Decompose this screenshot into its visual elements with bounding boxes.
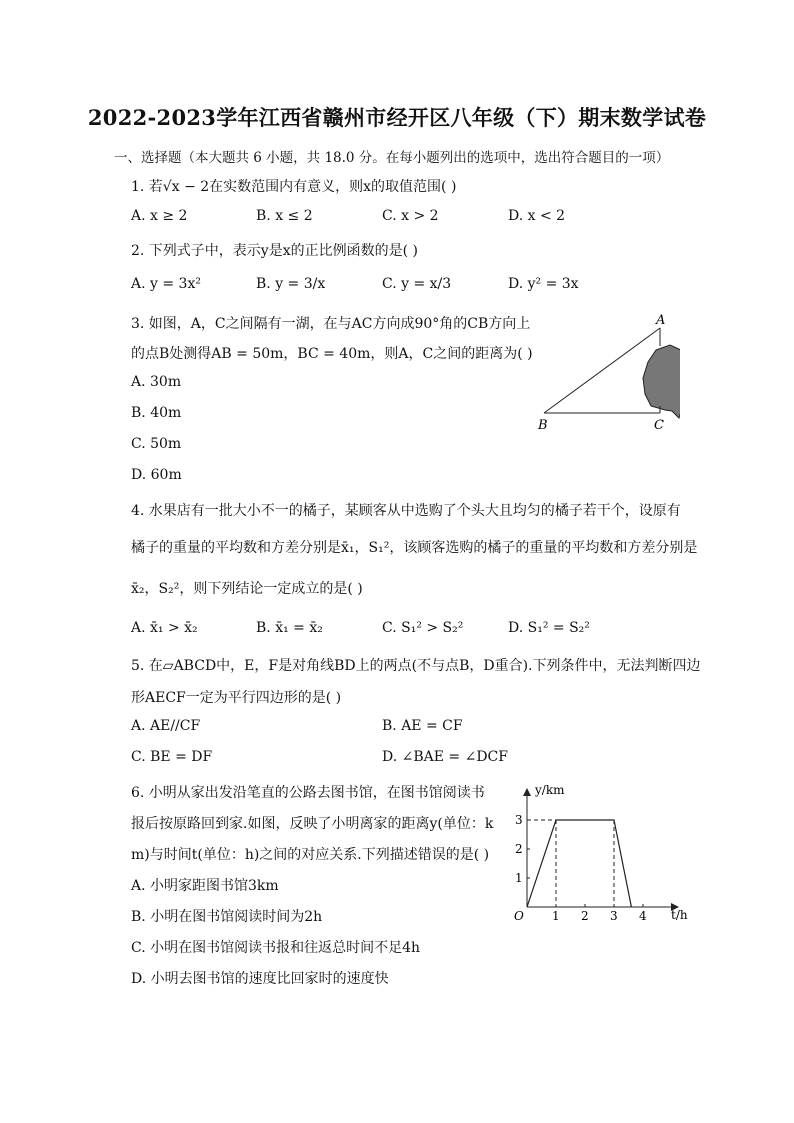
x-axis-label: t/h [671, 908, 688, 922]
question-6-stem-line2: 报后按原路回到家.如图，反映了小明离家的距离y(单位：k [131, 816, 494, 832]
x-tick-label-3: 3 [610, 909, 618, 923]
distance-series-line [527, 820, 631, 907]
question-5-stem-line2: 形AECF一定为平行四边形的是( ) [131, 690, 342, 706]
q2-option-d[interactable]: D. y² = 3x [508, 276, 579, 292]
section-heading: 一、选择题（本大题共 6 小题，共 18.0 分。在每小题列出的选项中，选出符合题目的一项） [114, 150, 670, 166]
question-3-stem-line2: 的点B处测得AB = 50m，BC = 40m，则A，C之间的距离为( ) [131, 346, 533, 362]
page-title: 2022-2023学年江西省赣州市经开区八年级（下）期末数学试卷 [87, 105, 707, 130]
q1-option-c[interactable]: C. x > 2 [382, 208, 439, 224]
q6-option-b[interactable]: B. 小明在图书馆阅读时间为2h [131, 909, 323, 925]
q5-option-d[interactable]: D. ∠BAE = ∠DCF [382, 749, 508, 765]
question-4-stem-line3: x̄₂，S₂²，则下列结论一定成立的是( ) [131, 581, 363, 597]
q4-option-a[interactable]: A. x̄₁ > x̄₂ [131, 620, 198, 636]
lake-triangle-figure [530, 310, 680, 435]
label-b: B [538, 418, 548, 433]
segment-ab [544, 328, 660, 413]
q1-option-a[interactable]: A. x ≥ 2 [131, 208, 188, 224]
origin-label: O [514, 909, 524, 923]
q1-option-d[interactable]: D. x < 2 [508, 208, 566, 224]
question-4-stem-line1: 4. 水果店有一批大小不一的橘子，某顾客从中选购了个头大且均匀的橘子若干个，设原有 [131, 503, 681, 519]
question-3-stem-line1: 3. 如图，A，C之间隔有一湖，在与AC方向成90°角的CB方向上 [131, 316, 531, 332]
q4-option-b[interactable]: B. x̄₁ = x̄₂ [256, 620, 323, 636]
q4-option-d[interactable]: D. S₁² = S₂² [508, 620, 590, 636]
x-tick-label-4: 4 [639, 909, 647, 923]
q6-option-c[interactable]: C. 小明在图书馆阅读书报和往返总时间不足4h [131, 940, 421, 956]
lake-shape [643, 345, 680, 418]
q3-option-a[interactable]: A. 30m [131, 374, 182, 390]
q2-option-b[interactable]: B. y = 3/x [256, 276, 326, 292]
question-5-stem-line1: 5. 在▱ABCD中，E，F是对角线BD上的两点(不与点B，D重合).下列条件中，无法判断四边 [131, 658, 701, 674]
q3-option-c[interactable]: C. 50m [131, 436, 182, 452]
q4-option-c[interactable]: C. S₁² > S₂² [382, 620, 464, 636]
x-tick-label-2: 2 [581, 909, 589, 923]
q5-option-c[interactable]: C. BE = DF [131, 749, 213, 765]
question-6-stem-line1: 6. 小明从家出发沿笔直的公路去图书馆，在图书馆阅读书 [131, 785, 485, 801]
q2-option-c[interactable]: C. y = x/3 [382, 276, 452, 292]
q2-option-a[interactable]: A. y = 3x² [131, 276, 201, 292]
q5-option-b[interactable]: B. AE = CF [382, 718, 463, 734]
label-c: C [654, 418, 664, 433]
q1-option-b[interactable]: B. x ≤ 2 [256, 208, 313, 224]
distance-time-graph [505, 778, 695, 928]
q6-option-d[interactable]: D. 小明去图书馆的速度比回家时的速度快 [131, 971, 389, 987]
y-axis-label: y/km [535, 783, 565, 797]
question-1-stem: 1. 若√x − 2在实数范围内有意义，则x的取值范围( ) [131, 179, 457, 195]
label-a: A [656, 313, 666, 328]
y-tick-label-3: 3 [515, 813, 523, 827]
x-tick-label-1: 1 [552, 909, 560, 923]
question-4-stem-line2: 橘子的重量的平均数和方差分别是x̄₁，S₁²，该顾客选购的橘子的重量的平均数和方差分别是 [131, 540, 698, 556]
q3-option-d[interactable]: D. 60m [131, 467, 182, 483]
question-2-stem: 2. 下列式子中，表示y是x的正比例函数的是( ) [131, 243, 418, 259]
q5-option-a[interactable]: A. AE//CF [131, 718, 201, 734]
y-tick-label-2: 2 [515, 842, 523, 856]
q3-option-b[interactable]: B. 40m [131, 405, 182, 421]
y-tick-label-1: 1 [515, 871, 523, 885]
q6-option-a[interactable]: A. 小明家距图书馆3km [131, 878, 279, 894]
question-6-stem-line3: m)与时间t(单位：h)之间的对应关系.下列描述错误的是( ) [131, 847, 490, 863]
